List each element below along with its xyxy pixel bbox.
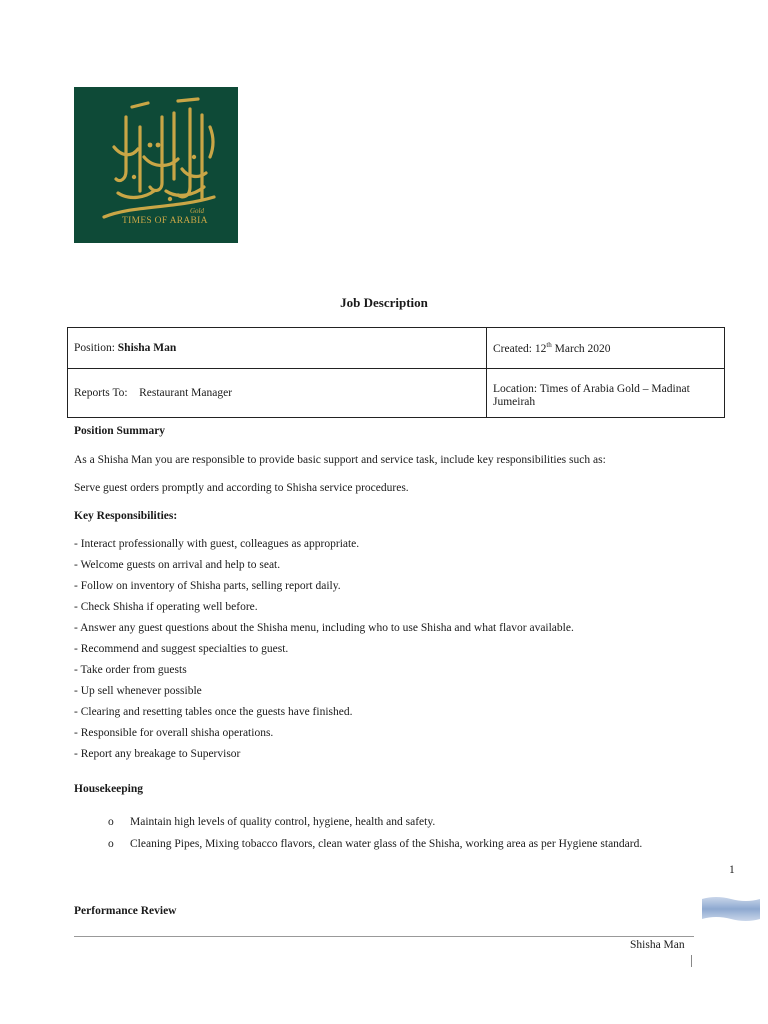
list-item xyxy=(108,811,720,833)
reports-value: Restaurant Manager xyxy=(139,387,233,399)
company-logo xyxy=(74,87,238,243)
list-item: - Up sell whenever possible xyxy=(74,685,202,697)
housekeeping-item-text: Maintain high levels of quality control, hygiene, health and safety. xyxy=(130,816,436,828)
list-item: - Take order from guests xyxy=(74,664,187,676)
job-info-table xyxy=(67,327,725,418)
page-number: 1 xyxy=(729,864,735,876)
footer-bar xyxy=(691,955,692,967)
logo-text: TIMES OF ARABIA xyxy=(122,216,208,226)
table-row xyxy=(68,369,725,418)
housekeeping-item-text: Cleaning Pipes, Mixing tobacco flavors, clean water glass of the Shisha, working area as per Hygiene standard. xyxy=(130,838,643,850)
list-item: - Check Shisha if operating well before. xyxy=(74,601,258,613)
created-cell xyxy=(487,328,725,369)
list-item: - Follow on inventory of Shisha parts, selling report daily. xyxy=(74,580,341,592)
list-item: - Report any breakage to Supervisor xyxy=(74,748,241,760)
page-title: Job Description xyxy=(340,295,428,310)
key-responsibilities-heading: Key Responsibilities: xyxy=(74,510,178,522)
list-item: - Answer any guest questions about the Shisha menu, including who to use Shisha and what flavor available. xyxy=(74,622,574,634)
created-sup: th xyxy=(546,341,552,350)
list-item: - Responsible for overall shisha operations. xyxy=(74,727,274,739)
bullet-icon: o xyxy=(108,816,114,828)
reports-label: Reports To: xyxy=(74,387,128,399)
bullet-icon: o xyxy=(108,838,114,850)
list-item: - Recommend and suggest specialties to guest. xyxy=(74,643,289,655)
summary-line-2: Serve guest orders promptly and according to Shisha service procedures. xyxy=(74,482,409,494)
list-item: - Interact professionally with guest, colleagues as appropriate. xyxy=(74,538,360,550)
ribbon-icon xyxy=(700,895,762,923)
location-cell xyxy=(487,369,725,418)
performance-review-heading: Performance Review xyxy=(74,905,177,917)
reports-cell xyxy=(68,369,487,418)
list-item xyxy=(108,833,720,855)
location-line1: Location: Times of Arabia Gold – Madinat xyxy=(493,383,690,395)
responsibilities-list xyxy=(74,537,574,768)
summary-line-1: As a Shisha Man you are responsible to provide basic support and service task, include key responsibilities such as: xyxy=(74,454,606,466)
list-item: - Clearing and resetting tables once the guests have finished. xyxy=(74,706,353,718)
housekeeping-list xyxy=(108,811,720,855)
created-label: Created: 12 xyxy=(493,342,547,355)
position-cell xyxy=(68,328,487,369)
logo-script-text: Gold xyxy=(190,207,204,215)
footer-text: Shisha Man xyxy=(630,939,685,951)
created-rest: March 2020 xyxy=(551,342,611,355)
position-value: Shisha Man xyxy=(117,342,177,354)
footer-divider xyxy=(74,936,694,937)
position-label: Position: xyxy=(74,342,115,354)
position-summary-heading: Position Summary xyxy=(74,425,166,437)
housekeeping-heading: Housekeeping xyxy=(74,783,144,795)
location-line2: Jumeirah xyxy=(493,396,536,408)
table-row xyxy=(68,328,725,369)
list-item: - Welcome guests on arrival and help to seat. xyxy=(74,559,281,571)
